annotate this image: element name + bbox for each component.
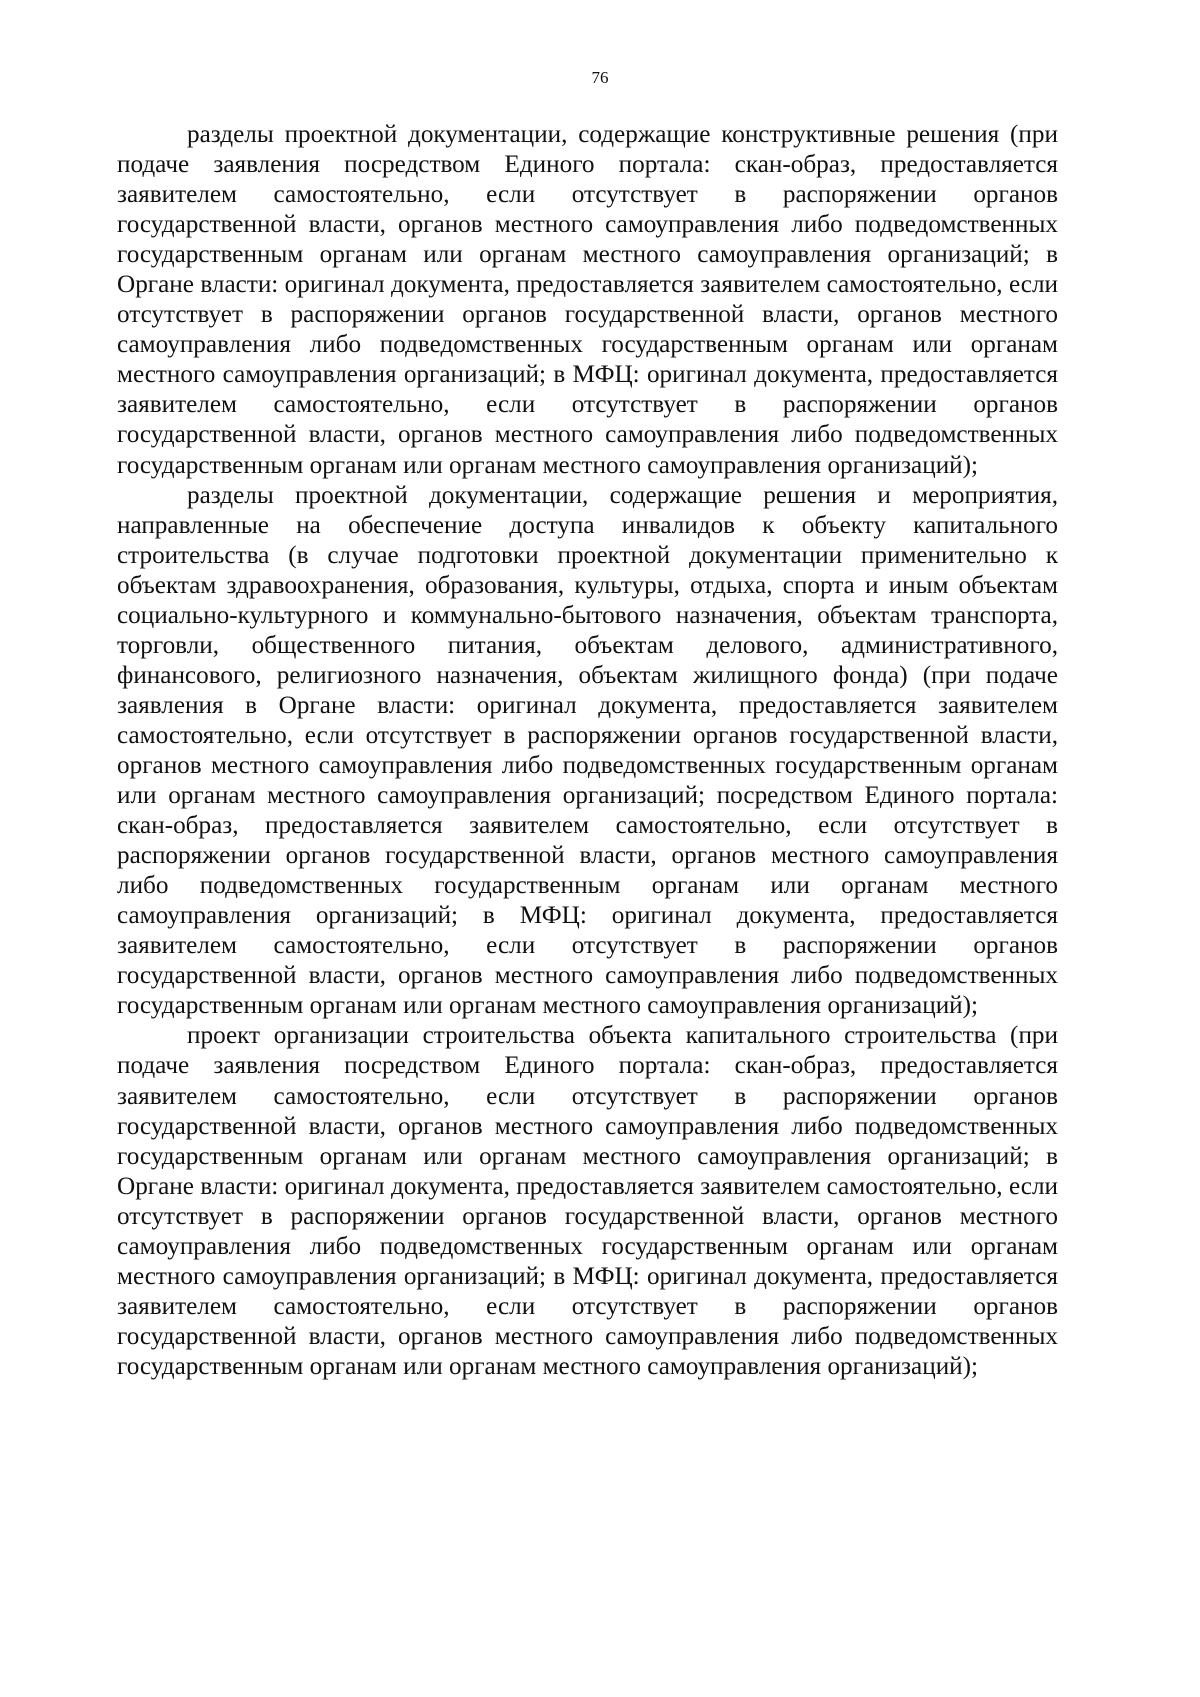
page-number: 76 xyxy=(591,68,609,87)
paragraph-construction-organization: проект организации строительства объекта капитального строительства (при подаче заявления посредством Единого портала: скан-образ, предоставляется заявителем самостоятельно, если отсутствует в распоряжении органов государственной власти, органов местного самоуправления либо подведомственных государственным органам или органам местного самоуправления организаций; в Органе власти: оригинал документа, предоставляется заявителем самостоятельно, если отсутствует в распоряжении органов государственной власти, органов местного самоуправления либо подведомственных государственным органам или органам местного самоуправления организаций; в МФЦ: оригинал документа, предоставляется заявителем самостоятельно, если отсутствует в распоряжении органов государственной власти, органов местного самоуправления либо подведомственных государственным органам или органам местного самоуправления организаций); xyxy=(117,1022,1058,1380)
paragraph-structural-solutions: разделы проектной документации, содержащие конструктивные решения (при подаче заявления посредством Единого портала: скан-образ, предоставляется заявителем самостоятельно, если отсутствует в распоряжении органов государственной власти, органов местного самоуправления либо подведомственных государственным органам или органам местного самоуправления организаций; в Органе власти: оригинал документа, предоставляется заявителем самостоятельно, если отсутствует в распоряжении органов государственной власти, органов местного самоуправления либо подведомственных государственным органам или органам местного самоуправления организаций; в МФЦ: оригинал документа, предоставляется заявителем самостоятельно, если отсутствует в распоряжении органов государственной власти, органов местного самоуправления либо подведомственных государственным органам или органам местного самоуправления организаций); xyxy=(117,121,1058,479)
document-body xyxy=(117,120,1058,1382)
paragraph-accessibility-measures: разделы проектной документации, содержащие решения и мероприятия, направленные на обеспечение доступа инвалидов к объекту капитального строительства (в случае подготовки проектной документации применительно к объектам здравоохранения, образования, культуры, отдыха, спорта и иным объектам социально-культурного и коммунально-бытового назначения, объектам транспорта, торговли, общественного питания, объектам делового, административного, финансового, религиозного назначения, объектам жилищного фонда) (при подаче заявления в Органе власти: оригинал документа, предоставляется заявителем самостоятельно, если отсутствует в распоряжении органов государственной власти, органов местного самоуправления либо подведомственных государственным органам или органам местного самоуправления организаций; посредством Единого портала: скан-образ, предоставляется заявителем самостоятельно, если отсутствует в распоряжении органов государственной власти, органов местного самоуправления либо подведомственных государственным органам или органам местного самоуправления организаций; в МФЦ: оригинал документа, предоставляется заявителем самостоятельно, если отсутствует в распоряжении органов государственной власти, органов местного самоуправления либо подведомственных государственным органам или органам местного самоуправления организаций); xyxy=(117,481,1058,1020)
